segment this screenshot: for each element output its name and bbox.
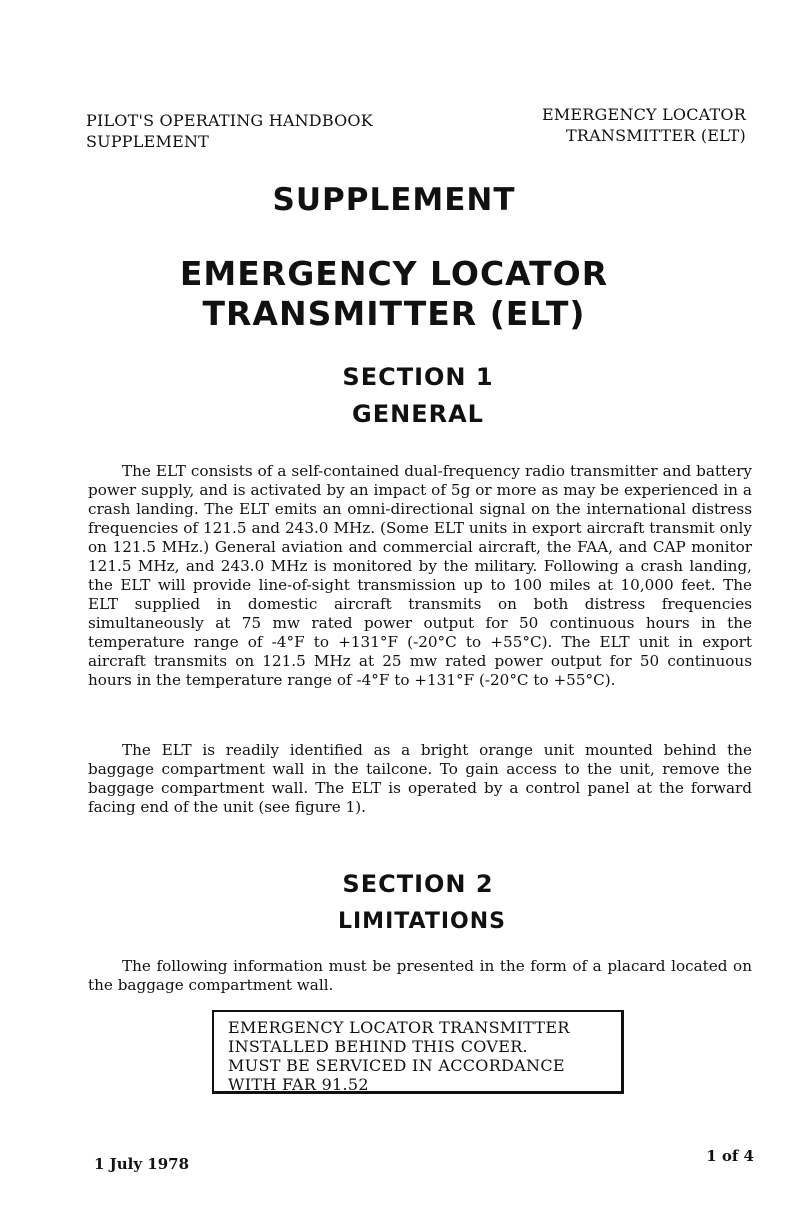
placard-line-3: MUST BE SERVICED IN ACCORDANCE <box>228 1056 565 1075</box>
page-number: 1 of 4 <box>706 1147 754 1165</box>
placard-line-2: INSTALLED BEHIND THIS COVER. <box>228 1037 528 1056</box>
document-title-line2: TRANSMITTER (ELT) <box>202 294 586 333</box>
limitations-paragraph: The following information must be presented in the form of a placard located on the baggage compartment wall. <box>88 957 752 994</box>
header-supplement-label: SUPPLEMENT <box>86 132 210 151</box>
header-handbook-title: PILOT'S OPERATING HANDBOOK <box>86 111 373 130</box>
header-topic-line2: TRANSMITTER (ELT) <box>566 126 746 145</box>
running-header-right <box>542 104 746 146</box>
general-paragraph-2: The ELT is readily identified as a bright orange unit mounted behind the baggage compartment wall in the tailcone. To gain access to the unit, remove the baggage compartment wall. The ELT is operated by a control panel at the forward facing end of the unit (see figure 1). <box>88 741 752 816</box>
document-title-line1: EMERGENCY LOCATOR <box>179 254 609 293</box>
footer-date: 1 July 1978 <box>94 1155 190 1173</box>
general-paragraph-1: The ELT consists of a self-contained dual-frequency radio transmitter and battery power supply, and is activated by an impact of 5g or more as may be experienced in a crash landing. The ELT emits an omni-directional signal on the international distress frequencies of 121.5 and 243.0 MHz. (Some ELT units in export aircraft transmit only on 121.5 MHz.) General aviation and commercial aircraft, the FAA, and CAP monitor 121.5 MHz, and 243.0 MHz is monitored by the military. Following a crash landing, the ELT will provide line-of-sight transmission up to 100 miles at 10,000 feet. The ELT supplied in domestic aircraft transmits on both distress frequencies simultaneously at 75 mw rated power output for 50 continuous hours in the temperature range of -4°F to +131°F (-20°C to +55°C). The ELT unit in export aircraft transmits on 121.5 MHz at 25 mw rated power output for 50 continuous hours in the temperature range of -4°F to +131°F (-20°C to +55°C). <box>88 462 752 689</box>
running-header-left <box>86 110 373 152</box>
section2-heading: SECTION 2 <box>342 870 494 898</box>
placard-line-1: EMERGENCY LOCATOR TRANSMITTER <box>228 1018 570 1037</box>
supplement-heading: SUPPLEMENT <box>272 182 516 218</box>
section1-subheading: GENERAL <box>352 400 484 428</box>
placard-line-4: WITH FAR 91.52 <box>228 1075 369 1094</box>
section1-heading: SECTION 1 <box>342 363 494 391</box>
header-topic-line1: EMERGENCY LOCATOR <box>541 105 746 124</box>
placard-box <box>212 1010 624 1094</box>
section2-subheading: LIMITATIONS <box>337 909 507 934</box>
